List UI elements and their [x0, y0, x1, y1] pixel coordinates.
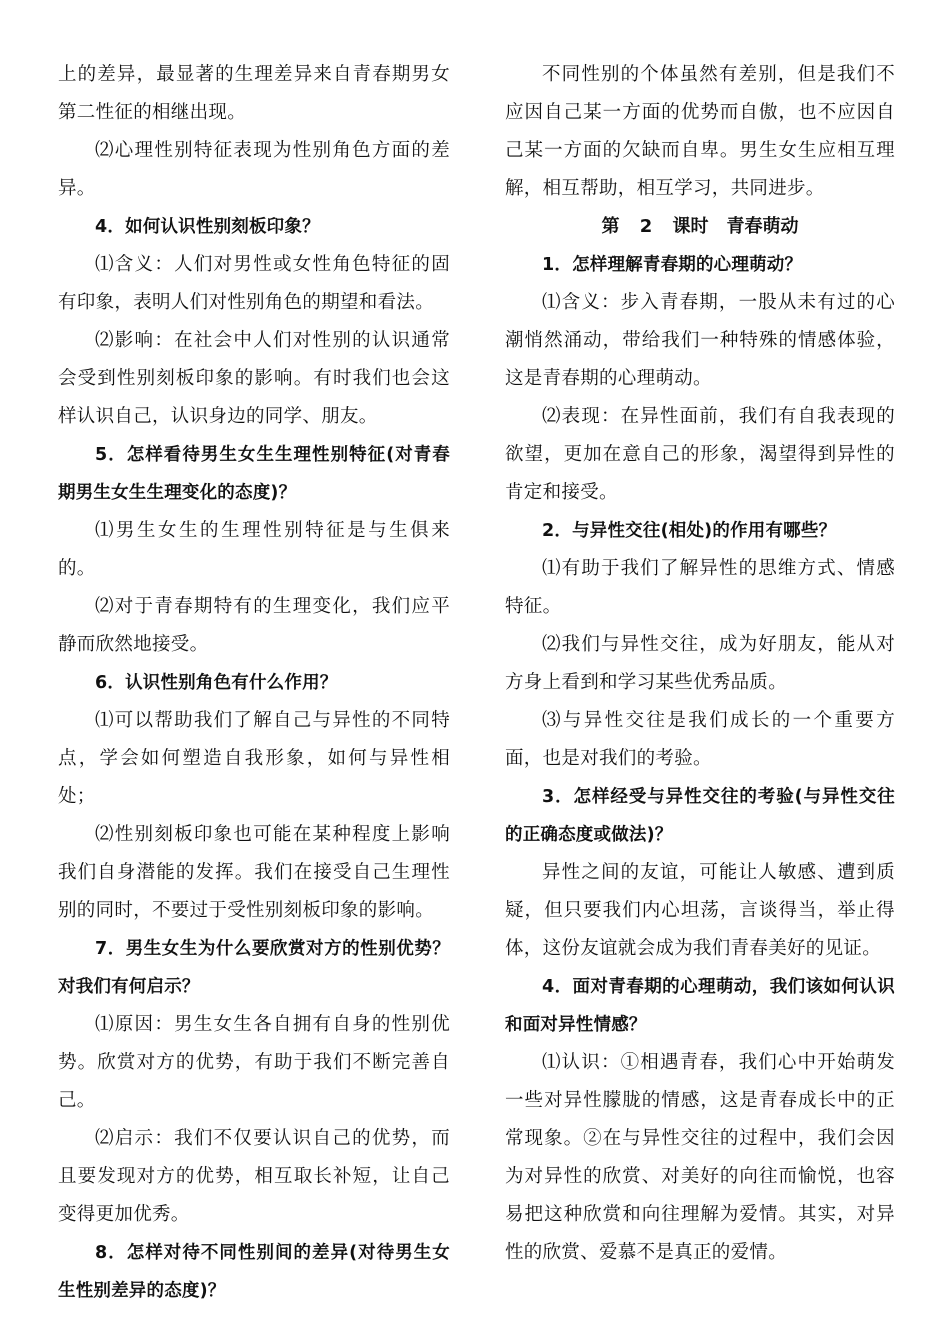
paragraph: ⑴含义：步入青春期，一股从未有过的心潮悄然涌动，带给我们一种特殊的情感体验，这是青春期的心理萌动。 [505, 292, 895, 389]
question-heading: 4．如何认识性别刻板印象？ [95, 217, 320, 237]
right-column [505, 56, 895, 1272]
question-heading: 2．与异性交往(相处)的作用有哪些？ [542, 521, 837, 541]
paragraph: ⑵表现：在异性面前，我们有自我表现的欲望，更加在意自己的形象，渴望得到异性的肯定和接受。 [505, 406, 895, 503]
section-title: 第 2 课时 青春萌动 [601, 216, 799, 237]
question-heading: 7．男生女生为什么要欣赏对方的性别优势？对我们有何启示？ [58, 939, 450, 997]
paragraph: ⑵影响：在社会中人们对性别的认识通常会受到性别刻板印象的影响。有时我们也会这样认识自己，认识身边的同学、朋友。 [58, 330, 450, 427]
paragraph: ⑵我们与异性交往，成为好朋友，能从对方身上看到和学习某些优秀品质。 [505, 634, 895, 693]
question-heading: 5．怎样看待男生女生生理性别特征(对青春期男生女生生理变化的态度)？ [58, 445, 450, 503]
paragraph: ⑴原因：男生女生各自拥有自身的性别优势。欣赏对方的优势，有助于我们不断完善自己。 [58, 1014, 450, 1111]
paragraph: 不同性别的个体虽然有差别，但是我们不应因自己某一方面的优势而自傲，也不应因自己某一方面的欠缺而自卑。男生女生应相互理解，相互帮助，相互学习，共同进步。 [505, 64, 895, 199]
question-heading: 4．面对青春期的心理萌动，我们该如何认识和面对异性情感？ [505, 977, 895, 1035]
paragraph: ⑴有助于我们了解异性的思维方式、情感特征。 [505, 558, 895, 617]
question-heading: 8．怎样对待不同性别间的差异(对待男生女生性别差异的态度)？ [58, 1243, 450, 1301]
paragraph: ⑵性别刻板印象也可能在某种程度上影响我们自身潜能的发挥。我们在接受自己生理性别的同时，不要过于受性别刻板印象的影响。 [58, 824, 450, 921]
question-heading: 6．认识性别角色有什么作用？ [95, 673, 338, 693]
paragraph: ⑴男生女生的生理性别特征是与生俱来的。 [58, 520, 450, 579]
question-heading: 3．怎样经受与异性交往的考验(与异性交往的正确态度或做法)？ [505, 787, 895, 845]
paragraph: 异性之间的友谊，可能让人敏感、遭到质疑，但只要我们内心坦荡，言谈得当，举止得体，这份友谊就会成为我们青春美好的见证。 [505, 862, 895, 959]
paragraph: ⑴可以帮助我们了解自己与异性的不同特点，学会如何塑造自我形象，如何与异性相处； [58, 710, 450, 807]
left-column [58, 56, 450, 1310]
paragraph: ⑵心理性别特征表现为性别角色方面的差异。 [58, 140, 450, 199]
paragraph: ⑴含义：人们对男性或女性角色特征的固有印象，表明人们对性别角色的期望和看法。 [58, 254, 450, 313]
paragraph: ⑶与异性交往是我们成长的一个重要方面，也是对我们的考验。 [505, 710, 895, 769]
paragraph: ⑵启示：我们不仅要认识自己的优势，而且要发现对方的优势，相互取长补短，让自己变得更加优秀。 [58, 1128, 450, 1225]
paragraph: ⑵对于青春期特有的生理变化，我们应平静而欣然地接受。 [58, 596, 450, 655]
question-heading: 1．怎样理解青春期的心理萌动？ [542, 255, 803, 275]
paragraph: 上的差异，最显著的生理差异来自青春期男女第二性征的相继出现。 [58, 64, 450, 123]
paragraph: ⑴认识：①相遇青春，我们心中开始萌发一些对异性朦胧的情感，这是青春成长中的正常现象。②在与异性交往的过程中，我们会因为对异性的欣赏、对美好的向往而愉悦，也容易把这种欣赏和向往理解为爱情。其实，对异性的欣赏、爱慕不是真正的爱情。 [505, 1052, 895, 1263]
